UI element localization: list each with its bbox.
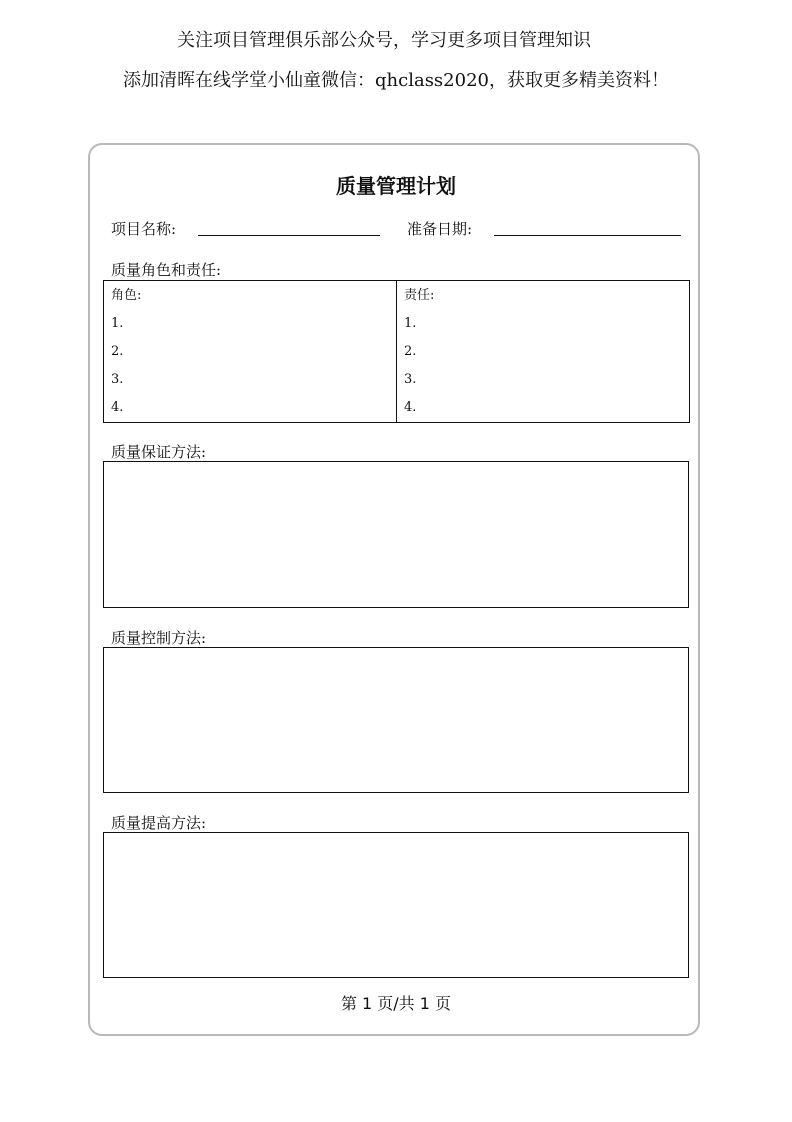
- role-column-header: 角色:: [111, 288, 142, 303]
- improvement-label: 质量提高方法:: [111, 814, 207, 832]
- header-promo-line-1: 关注项目管理俱乐部公众号，学习更多项目管理知识: [177, 30, 591, 51]
- assurance-textbox[interactable]: [103, 461, 689, 608]
- responsibility-item[interactable]: 4.: [404, 400, 417, 415]
- responsibility-item[interactable]: 3.: [404, 372, 417, 387]
- control-textbox[interactable]: [103, 647, 689, 793]
- roles-table: [103, 280, 690, 423]
- responsibility-column-header: 责任:: [404, 288, 435, 303]
- role-item[interactable]: 2.: [111, 344, 124, 359]
- responsibility-item[interactable]: 1.: [404, 316, 417, 331]
- role-item[interactable]: 4.: [111, 400, 124, 415]
- role-item[interactable]: 1.: [111, 316, 124, 331]
- project-name-label: 项目名称:: [111, 220, 177, 238]
- header-promo-line-2: 添加清晖在线学堂小仙童微信：qhclass2020，获取更多精美资料！: [123, 70, 669, 91]
- form-title: 质量管理计划: [336, 174, 456, 198]
- project-name-field[interactable]: [198, 235, 380, 236]
- roles-section-label: 质量角色和责任:: [111, 261, 222, 279]
- prep-date-label: 准备日期:: [407, 220, 473, 238]
- page-number: 第 1 页/共 1 页: [340, 994, 452, 1013]
- responsibility-item[interactable]: 2.: [404, 344, 417, 359]
- control-label: 质量控制方法:: [111, 629, 207, 647]
- roles-table-divider: [396, 281, 397, 422]
- assurance-label: 质量保证方法:: [111, 443, 207, 461]
- prep-date-field[interactable]: [494, 235, 681, 236]
- role-item[interactable]: 3.: [111, 372, 124, 387]
- improvement-textbox[interactable]: [103, 832, 689, 978]
